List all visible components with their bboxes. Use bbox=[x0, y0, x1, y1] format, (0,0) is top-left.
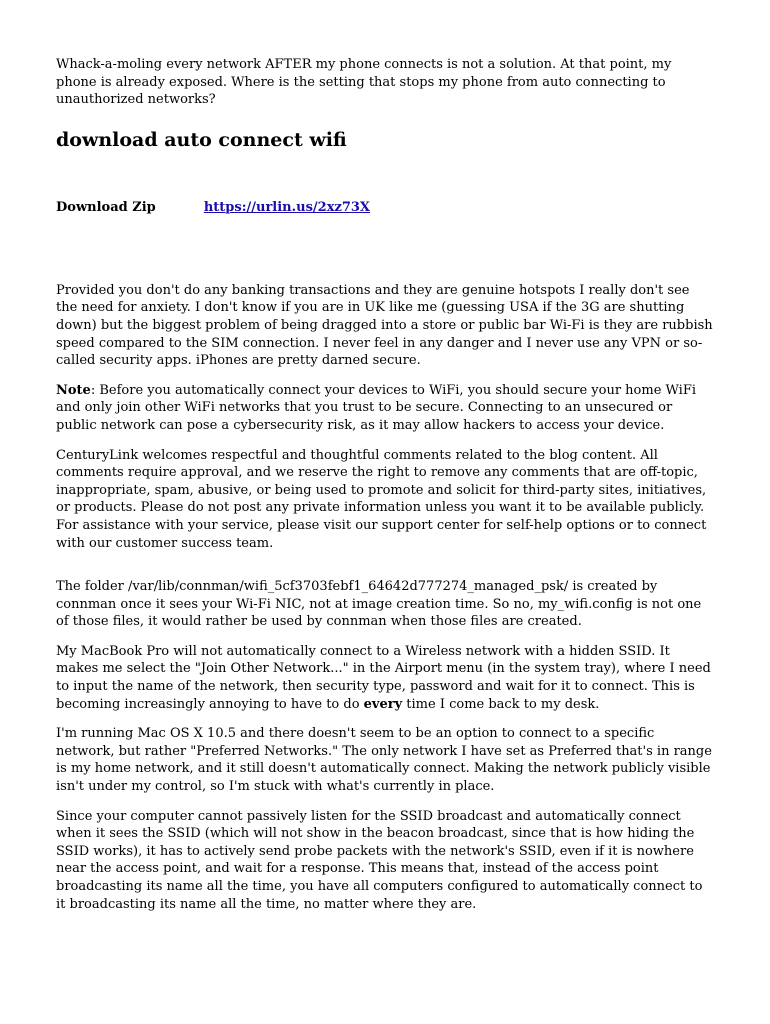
paragraph-connman: The folder /var/lib/connman/wifi_5cf3703febf1_64642d777274_managed_psk/ is created by connman once it sees your Wi-Fi NIC, not at image creation time. So no, my_wifi.config is not one of those files, it would rather be used by connman when those files are created. bbox=[56, 579, 702, 630]
paragraph-anxiety: Provided you don't do any banking transactions and they are genuine hotspots I really don't see the need for anxiety. I don't know if you are in UK like me (guessing USA if the 3G are shutting down) but the biggest problem of being dragged into a store or public bar Wi-Fi is they are rubbish speed compared to the SIM connection. I never feel in any danger and I never use any VPN or so-called security apps. iPhones are pretty darned secure. bbox=[56, 282, 713, 369]
note-label: Note bbox=[56, 382, 91, 398]
page-heading: download auto connect wifi bbox=[56, 128, 347, 151]
macbook-text-b: time I come back to my desk. bbox=[402, 696, 600, 712]
paragraph-ssid: Since your computer cannot passively listen for the SSID broadcast and automatically connect when it sees the SSID (which will not show in the beacon broadcast, since that is how hiding the SSID works), it has to actively send probe packets with the network's SSID, even if it is nowhere near the access point, and wait for a response. This means that, instead of the access point broadcasting its name all the time, you have all computers configured to automatically connect to it broadcasting its name all the time, no matter where they are. bbox=[56, 808, 703, 912]
download-label: Download Zip bbox=[56, 199, 156, 215]
paragraph-comments-policy: CenturyLink welcomes respectful and thoughtful comments related to the blog content. All comments require approval, and we reserve the right to remove any comments that are off-topic, inappropriate, spam, abusive, or being used to promote and solicit for third-party sites, initiatives, or products. Please do not post any private information unless you want it to be available publicly. For assistance with your service, please visit our support center for self-help options or to connect with our customer success team. bbox=[56, 447, 707, 551]
paragraph-macos: I'm running Mac OS X 10.5 and there doesn't seem to be an option to connect to a specific network, but rather "Preferred Networks." The only network I have set as Preferred that's in range is my home network, and it still doesn't automatically connect. Making the network publicly visible isn't under my control, so I'm stuck with what's currently in place. bbox=[56, 726, 712, 795]
paragraph-macbook bbox=[56, 643, 714, 713]
intro-paragraph: Whack-a-moling every network AFTER my phone connects is not a solution. At that point, my phone is already exposed. Where is the setting that stops my phone from auto connecting to unauthorized networks? bbox=[56, 57, 672, 108]
note-text: : Before you automatically connect your devices to WiFi, you should secure your home WiFi and only join other WiFi networks that you trust to be secure. Connecting to an unsecured or public network can pose a cybersecurity risk, as it may allow hackers to access your device. bbox=[56, 382, 696, 433]
download-link[interactable]: https://urlin.us/2xz73X bbox=[203, 199, 371, 215]
paragraph-note bbox=[56, 382, 714, 435]
macbook-emphasis: every bbox=[363, 696, 403, 712]
download-arrows bbox=[156, 200, 204, 215]
macbook-text-a: My MacBook Pro will not automatically connect to a Wireless network with a hidden SSID. It makes me select the "Join Other Network..." in the Airport menu (in the system tray), where I need to input the name of the network, then security type, password and wait for it to connect. This is becoming increasingly annoying to have to do bbox=[56, 643, 711, 712]
download-line bbox=[56, 199, 714, 216]
